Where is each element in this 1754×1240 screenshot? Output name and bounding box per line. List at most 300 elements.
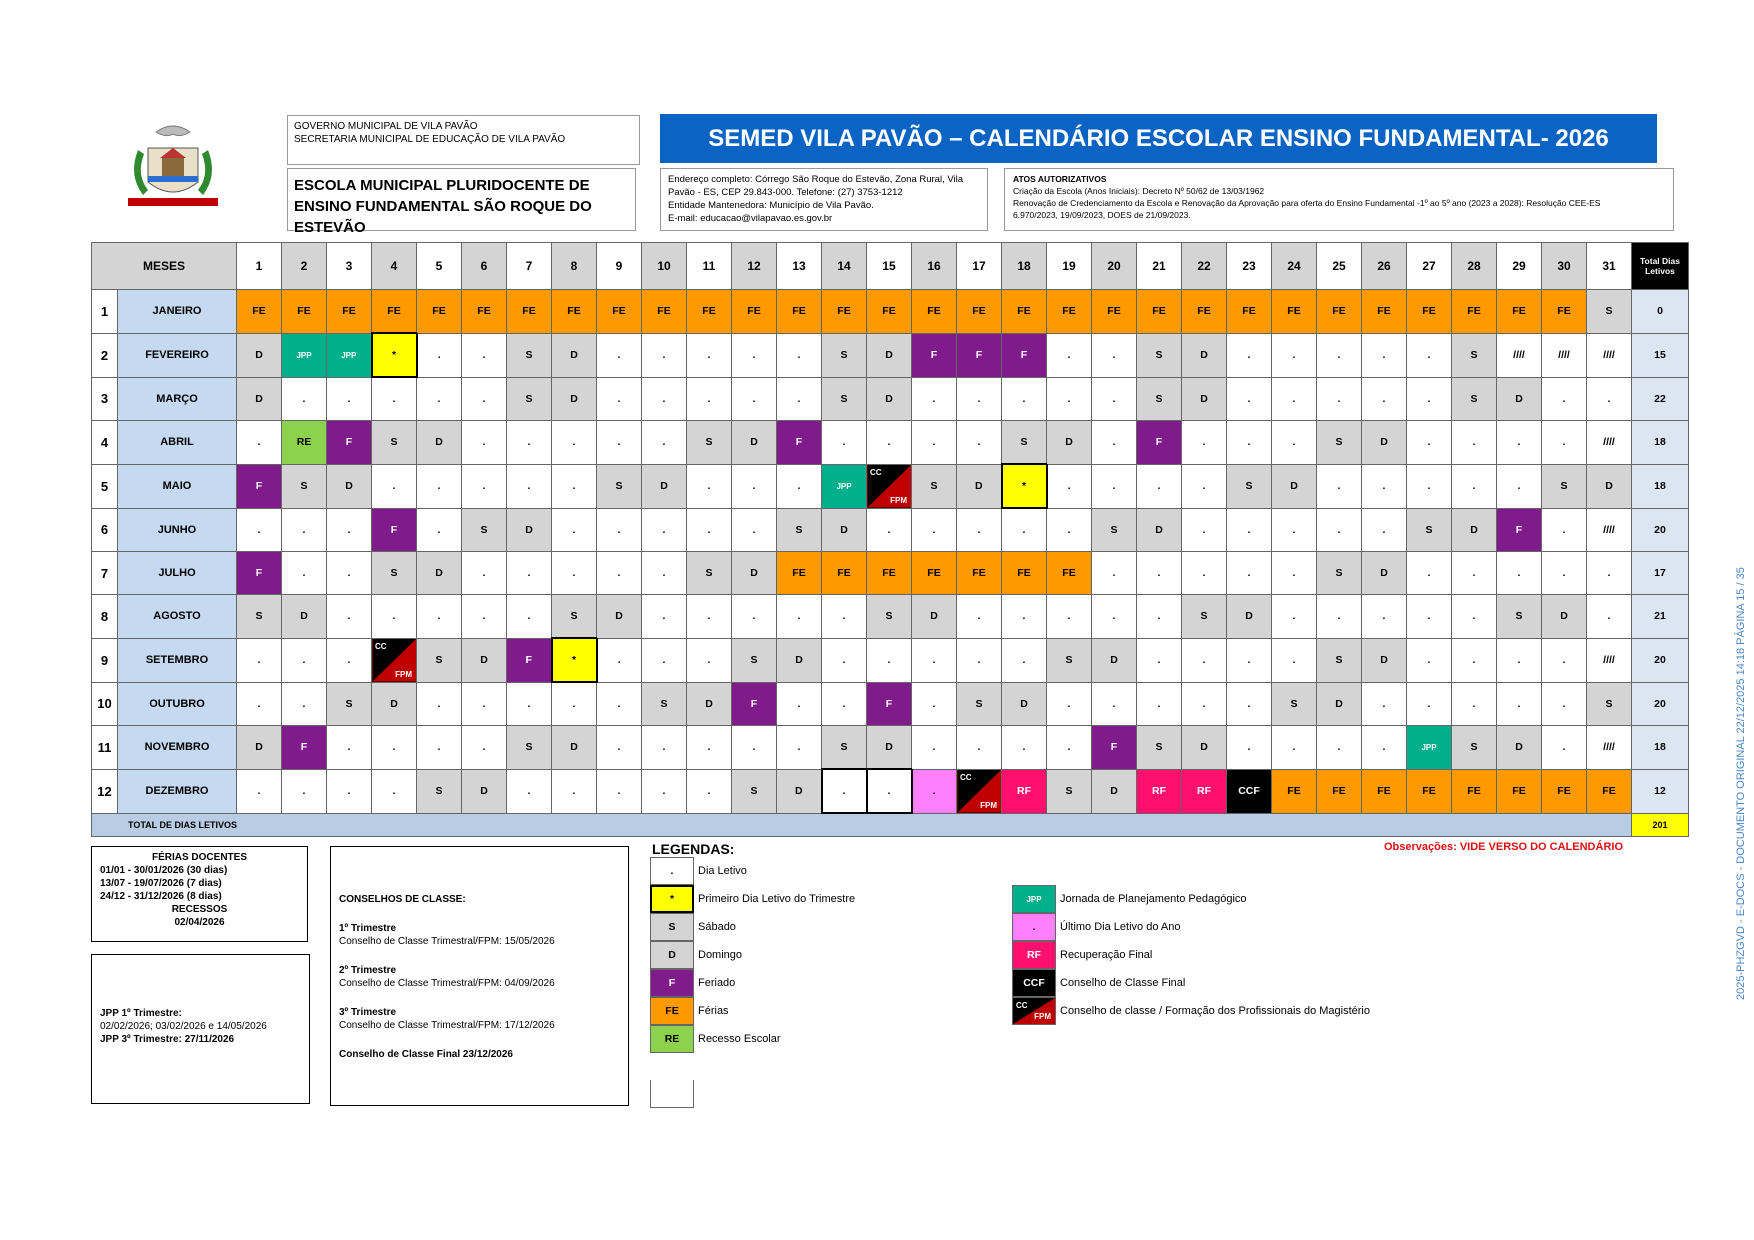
day-cell: . — [687, 638, 732, 682]
legend-item — [1012, 941, 1152, 969]
day-cell: . — [1362, 726, 1407, 770]
legend-item — [650, 997, 729, 1025]
day-cell: . — [282, 682, 327, 726]
day-cell: FE — [1317, 290, 1362, 334]
day-cell: FE — [1272, 290, 1317, 334]
legend-item — [650, 941, 742, 969]
day-cell: D — [597, 595, 642, 639]
day-cell: S — [1137, 333, 1182, 377]
legend-swatch: . — [650, 857, 694, 885]
day-header: 3 — [327, 243, 372, 290]
day-header: 9 — [597, 243, 642, 290]
day-cell: . — [1452, 638, 1497, 682]
day-cell: //// — [1587, 508, 1632, 552]
day-cell: S — [507, 726, 552, 770]
day-cell: . — [867, 421, 912, 465]
month-number: 11 — [92, 726, 118, 770]
day-cell: D — [1182, 726, 1227, 770]
day-cell: . — [642, 508, 687, 552]
day-header: 1 — [237, 243, 282, 290]
legend-label: Dia Letivo — [698, 865, 747, 877]
day-cell: . — [732, 377, 777, 421]
day-cell: . — [1227, 682, 1272, 726]
day-cell: S — [372, 421, 417, 465]
day-cell: S — [417, 638, 462, 682]
document-side-stamp: 2025-PHZGVD - E-DOCS - DOCUMENTO ORIGINAL 22/12/2025 14:18 PÁGINA 15 / 35 — [1735, 567, 1747, 1000]
day-cell: D — [1092, 638, 1137, 682]
day-cell: . — [1362, 595, 1407, 639]
day-cell: . — [372, 377, 417, 421]
day-cell: FE — [912, 552, 957, 595]
conselhos-box — [330, 846, 629, 1106]
day-header: 28 — [1452, 243, 1497, 290]
ferias-line-1: 01/01 - 30/01/2026 (30 dias) — [100, 865, 228, 876]
legend-swatch: F — [650, 969, 694, 997]
day-cell: FE — [1407, 769, 1452, 813]
day-cell: . — [1272, 421, 1317, 465]
day-cell: . — [507, 421, 552, 465]
day-cell: F — [1092, 726, 1137, 770]
day-cell: JPP — [282, 333, 327, 377]
day-cell: . — [552, 682, 597, 726]
day-cell: FE — [552, 290, 597, 334]
legend-item — [650, 913, 736, 941]
day-header: 12 — [732, 243, 777, 290]
day-cell: . — [1137, 595, 1182, 639]
day-cell: . — [912, 769, 957, 813]
month-row — [92, 682, 1689, 726]
day-cell: . — [822, 769, 867, 813]
month-name: DEZEMBRO — [118, 769, 237, 813]
day-cell: . — [1542, 508, 1587, 552]
day-cell: D — [552, 377, 597, 421]
day-cell: FE — [462, 290, 507, 334]
day-cell: F — [372, 508, 417, 552]
day-cell: . — [642, 333, 687, 377]
day-cell: D — [867, 333, 912, 377]
day-cell: D — [732, 552, 777, 595]
day-cell: RF — [1182, 769, 1227, 813]
day-cell: . — [1047, 464, 1092, 508]
day-cell: D — [867, 377, 912, 421]
day-cell: . — [642, 552, 687, 595]
day-cell: //// — [1587, 726, 1632, 770]
day-cell: . — [642, 377, 687, 421]
day-cell: D — [327, 464, 372, 508]
address-line-1: Endereço completo: Córrego São Roque do Estevão, Zona Rural, Vila — [668, 174, 964, 185]
day-cell: . — [1182, 508, 1227, 552]
day-cell: . — [1227, 726, 1272, 770]
day-cell: D — [462, 769, 507, 813]
month-number: 10 — [92, 682, 118, 726]
day-cell: . — [1092, 595, 1137, 639]
month-row — [92, 552, 1689, 595]
day-cell: //// — [1587, 421, 1632, 465]
day-cell: . — [1317, 464, 1362, 508]
day-cell: . — [1497, 464, 1542, 508]
day-cell: . — [867, 508, 912, 552]
day-cell: FE — [1407, 290, 1452, 334]
day-cell: D — [642, 464, 687, 508]
ferias-docentes-box — [91, 846, 308, 942]
day-cell: S — [1317, 552, 1362, 595]
legend-swatch: D — [650, 941, 694, 969]
day-header: 8 — [552, 243, 597, 290]
day-cell: . — [1272, 595, 1317, 639]
day-cell: . — [282, 508, 327, 552]
day-cell: . — [687, 377, 732, 421]
day-cell: D — [1182, 333, 1227, 377]
day-cell: * — [1002, 464, 1047, 508]
month-row — [92, 769, 1689, 813]
day-cell: . — [282, 377, 327, 421]
legend-swatch — [1012, 997, 1056, 1025]
day-cell: FE — [687, 290, 732, 334]
day-header: 27 — [1407, 243, 1452, 290]
day-cell: S — [957, 682, 1002, 726]
day-header: 23 — [1227, 243, 1272, 290]
day-cell: . — [507, 682, 552, 726]
day-cell: . — [597, 726, 642, 770]
cc-label: CC — [870, 467, 882, 477]
day-cell: S — [822, 726, 867, 770]
day-cell: . — [912, 421, 957, 465]
day-cell: . — [462, 726, 507, 770]
day-cell: D — [1362, 638, 1407, 682]
day-cell: D — [417, 421, 462, 465]
day-cell: . — [1497, 421, 1542, 465]
day-cell: S — [1272, 682, 1317, 726]
day-cell: . — [462, 552, 507, 595]
month-row — [92, 290, 1689, 334]
month-name: JUNHO — [118, 508, 237, 552]
day-cell: . — [597, 769, 642, 813]
month-name: NOVEMBRO — [118, 726, 237, 770]
legend-swatch: RE — [650, 1025, 694, 1053]
day-cell: D — [282, 595, 327, 639]
day-cell: . — [957, 421, 1002, 465]
fpm-label: FPM — [980, 800, 997, 810]
day-cell: . — [1317, 595, 1362, 639]
day-cell: FE — [1452, 290, 1497, 334]
gov-line-1: GOVERNO MUNICIPAL DE VILA PAVÃO — [294, 121, 478, 132]
day-cell: . — [1542, 421, 1587, 465]
day-cell: JPP — [822, 464, 867, 508]
recessos-date: 02/04/2026 — [174, 917, 225, 928]
day-cell: . — [822, 638, 867, 682]
month-total: 20 — [1632, 508, 1689, 552]
month-number: 6 — [92, 508, 118, 552]
day-header: 6 — [462, 243, 507, 290]
legend-item — [650, 885, 855, 913]
month-total: 22 — [1632, 377, 1689, 421]
page-title: SEMED VILA PAVÃO – CALENDÁRIO ESCOLAR ENSINO FUNDAMENTAL- 2026 — [660, 114, 1657, 163]
day-cell: . — [417, 726, 462, 770]
day-cell: S — [1317, 638, 1362, 682]
day-cell: . — [1272, 377, 1317, 421]
day-cell: D — [237, 333, 282, 377]
day-cell: S — [597, 464, 642, 508]
day-header: 2 — [282, 243, 327, 290]
month-name: JULHO — [118, 552, 237, 595]
day-cell: . — [1407, 595, 1452, 639]
day-cell: D — [1317, 682, 1362, 726]
month-total: 20 — [1632, 682, 1689, 726]
day-cell: FE — [957, 552, 1002, 595]
day-cell: . — [957, 508, 1002, 552]
day-cell: D — [552, 333, 597, 377]
day-cell: * — [552, 638, 597, 682]
day-cell: S — [282, 464, 327, 508]
month-name: AGOSTO — [118, 595, 237, 639]
conselhos-t2-text: Conselho de Classe Trimestral/FPM: 04/09/2026 — [339, 978, 555, 989]
legend-label: Férias — [698, 1005, 729, 1017]
day-cell: . — [1362, 508, 1407, 552]
calendar-header-row — [92, 243, 1689, 290]
address-box — [660, 168, 988, 231]
day-cell: . — [372, 769, 417, 813]
month-name: MAIO — [118, 464, 237, 508]
day-cell: D — [1452, 508, 1497, 552]
day-cell: FE — [1227, 290, 1272, 334]
day-cell: FE — [732, 290, 777, 334]
day-cell: S — [687, 421, 732, 465]
day-cell: . — [1272, 333, 1317, 377]
day-header: 20 — [1092, 243, 1137, 290]
day-cell: . — [732, 595, 777, 639]
month-number: 3 — [92, 377, 118, 421]
day-cell: . — [1542, 638, 1587, 682]
day-header: 26 — [1362, 243, 1407, 290]
legend-label: Recesso Escolar — [698, 1033, 781, 1045]
month-name: JANEIRO — [118, 290, 237, 334]
day-cell: FE — [237, 290, 282, 334]
day-cell: . — [1362, 377, 1407, 421]
day-cell: JPP — [327, 333, 372, 377]
day-cell: D — [1047, 421, 1092, 465]
day-cell: . — [777, 464, 822, 508]
day-cell: S — [1587, 682, 1632, 726]
day-cell: FE — [1002, 290, 1047, 334]
day-cell: . — [732, 726, 777, 770]
month-row — [92, 638, 1689, 682]
month-number: 4 — [92, 421, 118, 465]
day-cell: . — [912, 508, 957, 552]
recessos-title: RECESSOS — [171, 904, 228, 915]
day-cell: . — [1407, 464, 1452, 508]
day-cell: * — [372, 333, 417, 377]
day-cell: . — [1137, 682, 1182, 726]
day-cell: FE — [912, 290, 957, 334]
day-cell: F — [327, 421, 372, 465]
day-cell: . — [957, 595, 1002, 639]
day-cell: FE — [1272, 769, 1317, 813]
gov-line-2: SECRETARIA MUNICIPAL DE EDUCAÇÃO DE VILA PAVÃO — [294, 134, 566, 145]
day-cell: . — [1182, 464, 1227, 508]
day-cell — [372, 638, 417, 682]
day-cell: . — [327, 769, 372, 813]
day-cell: . — [507, 552, 552, 595]
address-line-4: E-mail: educacao@vilapavao.es.gov.br — [668, 213, 833, 224]
day-cell: //// — [1497, 333, 1542, 377]
day-cell: F — [1497, 508, 1542, 552]
day-cell: . — [1092, 552, 1137, 595]
day-cell: RE — [282, 421, 327, 465]
day-cell: . — [1272, 508, 1317, 552]
day-cell: . — [597, 638, 642, 682]
day-cell: . — [1317, 726, 1362, 770]
jpp-box — [91, 954, 310, 1104]
government-header-box — [287, 115, 640, 165]
grand-total: 201 — [1632, 813, 1689, 837]
day-header: 19 — [1047, 243, 1092, 290]
day-cell: D — [507, 508, 552, 552]
day-cell: D — [372, 682, 417, 726]
conselhos-final-text: Conselho de Classe Final 23/12/2026 — [339, 1049, 513, 1060]
day-cell: FE — [1002, 552, 1047, 595]
day-cell: D — [462, 638, 507, 682]
day-cell: FE — [867, 290, 912, 334]
fpm-label: FPM — [395, 669, 412, 679]
day-cell: . — [777, 726, 822, 770]
day-cell: F — [912, 333, 957, 377]
day-cell: . — [1407, 377, 1452, 421]
day-cell: D — [1587, 464, 1632, 508]
day-header: 11 — [687, 243, 732, 290]
day-cell: . — [552, 552, 597, 595]
day-cell: FE — [1317, 769, 1362, 813]
day-cell: . — [1227, 638, 1272, 682]
day-cell: D — [1497, 377, 1542, 421]
conselhos-t3-text: Conselho de Classe Trimestral/FPM: 17/12/2026 — [339, 1020, 555, 1031]
day-cell: . — [1452, 464, 1497, 508]
month-row — [92, 333, 1689, 377]
day-cell: . — [1002, 508, 1047, 552]
day-cell: . — [1227, 377, 1272, 421]
day-cell: . — [642, 638, 687, 682]
day-cell: FE — [777, 290, 822, 334]
day-cell: D — [867, 726, 912, 770]
day-cell: . — [1497, 682, 1542, 726]
day-cell: . — [1137, 464, 1182, 508]
day-cell: . — [1002, 638, 1047, 682]
observacoes-note: Observações: VIDE VERSO DO CALENDÁRIO — [1384, 841, 1624, 853]
month-total: 18 — [1632, 726, 1689, 770]
day-cell: . — [1407, 421, 1452, 465]
day-cell: . — [462, 595, 507, 639]
day-cell: FE — [957, 290, 1002, 334]
day-cell: . — [552, 464, 597, 508]
day-cell: S — [1227, 464, 1272, 508]
day-cell: S — [732, 769, 777, 813]
day-cell: . — [1227, 421, 1272, 465]
day-cell: . — [462, 682, 507, 726]
day-cell: . — [642, 726, 687, 770]
day-cell: S — [642, 682, 687, 726]
day-cell: D — [777, 769, 822, 813]
day-cell: . — [1272, 638, 1317, 682]
day-cell: . — [1497, 552, 1542, 595]
legend-swatch: FE — [650, 997, 694, 1025]
month-total: 0 — [1632, 290, 1689, 334]
legend-title: LEGENDAS: — [652, 841, 735, 857]
day-cell: . — [327, 595, 372, 639]
day-cell: . — [777, 377, 822, 421]
day-cell: . — [687, 508, 732, 552]
day-cell: RF — [1137, 769, 1182, 813]
day-cell: . — [417, 682, 462, 726]
day-cell: . — [1092, 682, 1137, 726]
day-cell: . — [1092, 421, 1137, 465]
month-name: FEVEREIRO — [118, 333, 237, 377]
day-cell: //// — [1542, 333, 1587, 377]
day-cell: D — [1497, 726, 1542, 770]
day-cell: . — [777, 682, 822, 726]
day-cell: D — [1362, 552, 1407, 595]
day-cell: . — [777, 333, 822, 377]
day-cell: . — [597, 333, 642, 377]
day-cell: . — [1587, 595, 1632, 639]
day-cell: . — [372, 595, 417, 639]
month-number: 5 — [92, 464, 118, 508]
legend-swatch: JPP — [1012, 885, 1056, 913]
legend-empty-swatch — [650, 1080, 694, 1108]
legend-item — [1012, 969, 1185, 997]
day-cell: D — [777, 638, 822, 682]
day-cell: S — [372, 552, 417, 595]
day-cell: . — [732, 464, 777, 508]
conselhos-t1-title: 1º Trimestre — [339, 923, 397, 934]
day-cell: . — [1452, 682, 1497, 726]
day-cell: D — [1362, 421, 1407, 465]
day-cell: . — [1002, 595, 1047, 639]
day-cell: FE — [1362, 290, 1407, 334]
day-cell: F — [732, 682, 777, 726]
day-cell: . — [1047, 508, 1092, 552]
month-number: 12 — [92, 769, 118, 813]
day-cell: D — [957, 464, 1002, 508]
day-cell: FE — [822, 290, 867, 334]
day-cell: S — [912, 464, 957, 508]
day-header: 18 — [1002, 243, 1047, 290]
month-name: OUTUBRO — [118, 682, 237, 726]
day-cell: S — [417, 769, 462, 813]
conselhos-t2-title: 2º Trimestre — [339, 965, 397, 976]
day-header: 30 — [1542, 243, 1587, 290]
day-cell: . — [237, 421, 282, 465]
month-row — [92, 726, 1689, 770]
day-cell: . — [372, 464, 417, 508]
day-cell: F — [507, 638, 552, 682]
day-cell: . — [912, 377, 957, 421]
day-cell — [957, 769, 1002, 813]
jpp-line-1: JPP 1º Trimestre: — [100, 1008, 182, 1019]
legend-swatch: * — [650, 885, 694, 913]
day-cell: . — [552, 769, 597, 813]
day-cell: FE — [1182, 290, 1227, 334]
day-cell: . — [1587, 377, 1632, 421]
fpm-label: FPM — [890, 495, 907, 505]
day-header: 13 — [777, 243, 822, 290]
day-cell: . — [687, 726, 732, 770]
legend-swatch: . — [1012, 913, 1056, 941]
day-cell: D — [1092, 769, 1137, 813]
month-total: 12 — [1632, 769, 1689, 813]
day-cell: S — [1542, 464, 1587, 508]
day-cell: . — [327, 377, 372, 421]
day-cell: . — [1407, 638, 1452, 682]
day-cell: FE — [822, 552, 867, 595]
